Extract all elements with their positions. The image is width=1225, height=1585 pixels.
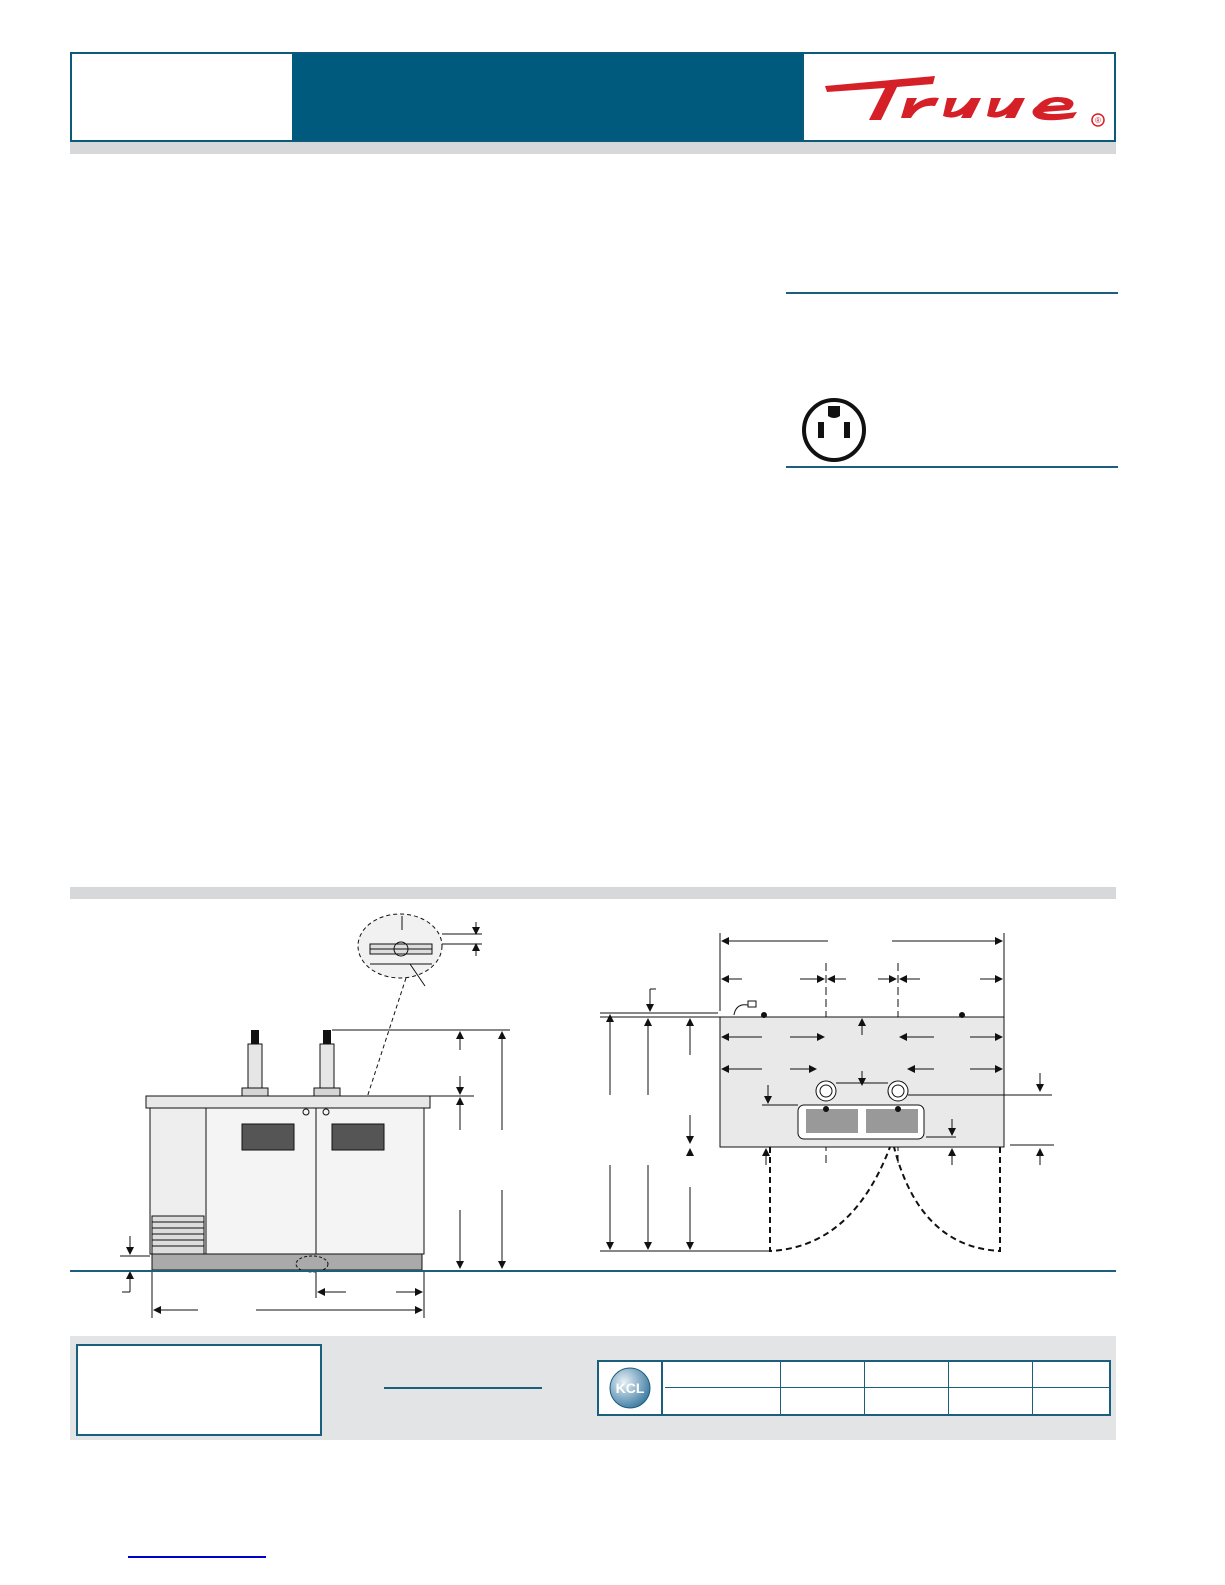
kcl-cell (665, 1388, 781, 1414)
true-logo (815, 62, 1110, 132)
plan-view-drawing (590, 925, 1070, 1265)
kcl-cell (665, 1362, 781, 1388)
kcl-cell (781, 1388, 865, 1414)
dimensions-header-bar (70, 887, 1116, 899)
electrical-outlet (800, 396, 870, 466)
kcl-cell (949, 1388, 1033, 1414)
signature-line (384, 1387, 542, 1389)
registered-mark: ® (1095, 116, 1101, 125)
kcl-cell (949, 1362, 1033, 1388)
kcl-logo-text: KCL (615, 1380, 645, 1396)
kcl-globe-icon (599, 1362, 661, 1414)
floor-line (70, 1270, 1116, 1272)
nema-plug-icon (800, 396, 870, 466)
section-divider (786, 292, 1118, 294)
header-underbar (70, 142, 1116, 154)
title-band (292, 54, 802, 140)
section-divider (786, 466, 1118, 468)
true-logo-icon (815, 62, 1110, 132)
kcl-cell (865, 1388, 949, 1414)
kcl-cell (1033, 1362, 1109, 1388)
kcl-table (597, 1360, 1111, 1416)
kcl-logo (599, 1362, 663, 1414)
front-elevation-drawing (70, 900, 540, 1320)
bottom-link-underline[interactable] (128, 1556, 266, 1558)
project-info-box (76, 1344, 322, 1436)
kcl-cell (1033, 1388, 1109, 1414)
kcl-cell (781, 1362, 865, 1388)
model-number-box (72, 54, 292, 140)
kcl-cell (865, 1362, 949, 1388)
